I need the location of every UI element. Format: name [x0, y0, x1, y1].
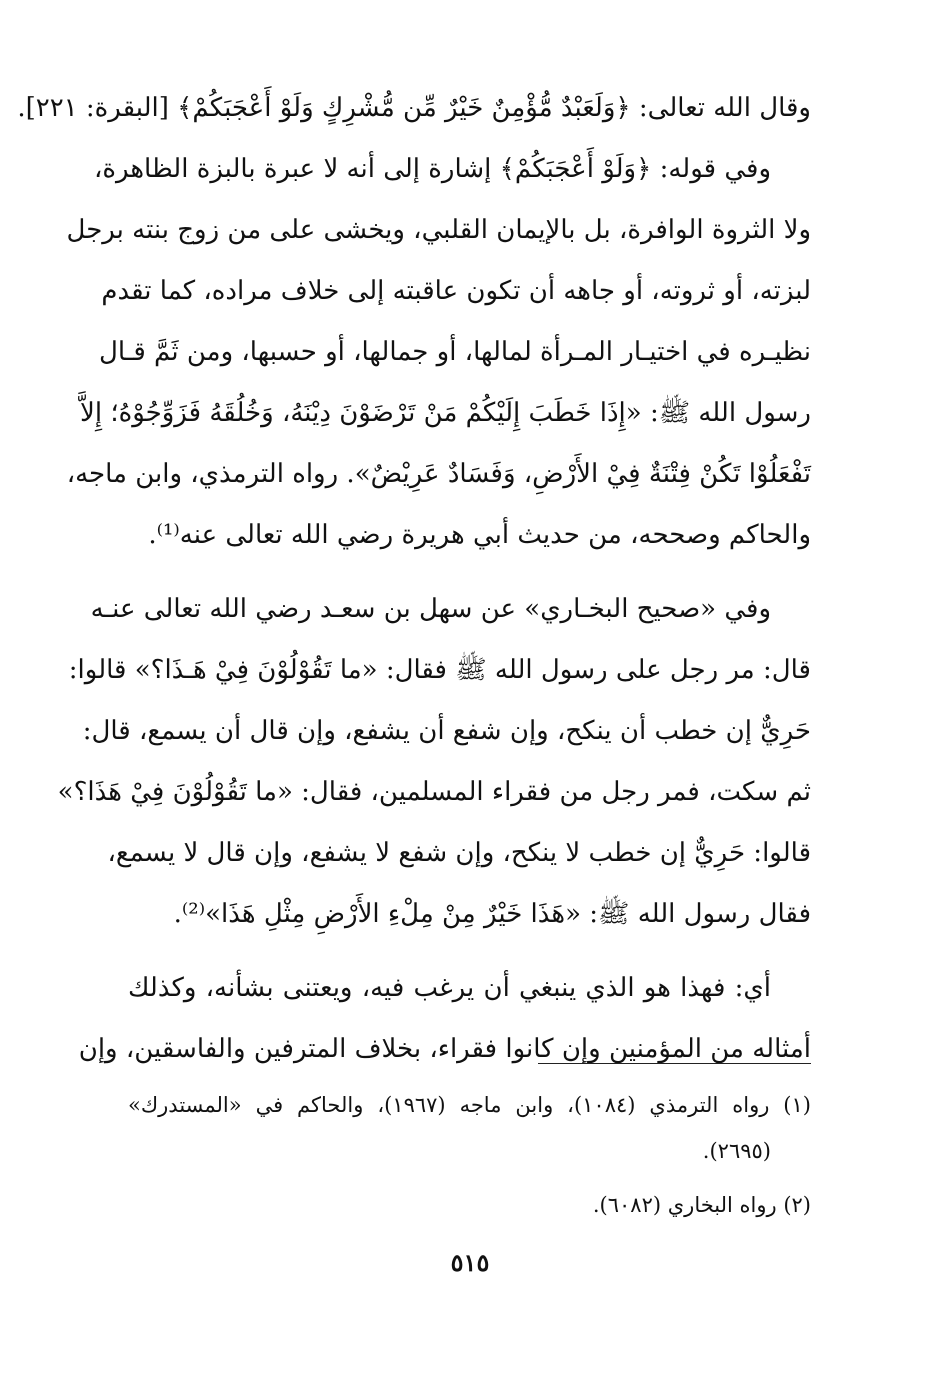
- footnote-line: (٢) رواه البخاري (٦٠٨٢).: [592, 1193, 811, 1217]
- footnote-separator: [538, 1063, 811, 1064]
- text-line: أمثاله من المؤمنين وإن كانوا فقراء، بخلاف المترفين والفاسقين، وإن: [78, 1034, 811, 1064]
- text-line: والحاكم وصححه، من حديث أبي هريرة رضي الله تعالى عنه⁽¹⁾.: [148, 520, 811, 550]
- text-line: أي: فهذا هو الذي ينبغي أن يرغب فيه، ويعتنى بشأنه، وكذلك: [128, 973, 771, 1003]
- text-line: رسول الله ﷺ: «إِذَا خَطَبَ إِلَيْكُمْ مَنْ تَرْضَوْنَ دِيْنَهُ، وَخُلُقَهُ فَزَوِّجُوْهُ؛ إِلاَّ: [80, 398, 811, 428]
- text-line: قال: مر رجل على رسول الله ﷺ فقال: «ما تَقُوْلُوْنَ فِيْ هَـذَا؟» قالوا:: [68, 655, 811, 685]
- main-text: [17, 78, 811, 1080]
- text-line: نظيـره في اختيـار المـرأة لمالها، أو جمالها، أو حسبها، ومن ثَمَّ قـال: [98, 337, 811, 367]
- footnote-gap: [128, 1174, 811, 1182]
- text-line: قالوا: حَرِيٌّ إن خطب لا ينكح، وإن شفع لا يشفع، وإن قال لا يسمع،: [107, 838, 811, 868]
- footnotes: [128, 1082, 811, 1228]
- text-line: فقال رسول الله ﷺ: «هَذَا خَيْرٌ مِنْ مِلْءِ الأَرْضِ مِثْلِ هَذَا»⁽²⁾.: [173, 899, 811, 929]
- text-line: ثم سكت، فمر رجل من فقراء المسلمين، فقال: «ما تَقُوْلُوْنَ فِيْ هَذَا؟»: [57, 777, 811, 807]
- footnote-line: (١) رواه الترمذي (١٠٨٤)، وابن ماجه (١٩٦٧)، والحاكم في «المستدرك»: [128, 1093, 811, 1117]
- text-line: حَرِيٌّ إن خطب أن ينكح، وإن شفع أن يشفع، وإن قال أن يسمع، قال:: [82, 716, 811, 746]
- paragraph-gap: [128, 945, 811, 958]
- text-line: لبزته، أو ثروته، أو جاهه أن تكون عاقبته إلى خلاف مراده، كما تقدم: [101, 276, 811, 306]
- paragraph-gap: [128, 566, 811, 579]
- text-line: وفي «صحيح البخـاري» عن سهل بن سعـد رضي الله تعالى عنـه: [90, 594, 771, 624]
- text-line: تَفْعَلُوْا تَكُنْ فِتْنَةٌ فِيْ الأَرْضِ، وَفَسَادٌ عَرِيْضٌ». رواه الترمذي، وابن ماجه،: [66, 459, 811, 489]
- page-number: ٥١٥: [450, 1248, 490, 1277]
- footnote-line: (٢٦٩٥).: [702, 1139, 771, 1163]
- text-line: وفي قوله: ﴿وَلَوْ أَعْجَبَكُمْ﴾ إشارة إلى أنه لا عبرة بالبزة الظاهرة،: [93, 154, 771, 184]
- text-line: ولا الثروة الوافرة، بل بالإيمان القلبي، ويخشى على من زوج بنته برجل: [66, 215, 811, 245]
- text-line: وقال الله تعالى: ﴿وَلَعَبْدٌ مُّؤْمِنٌ خَيْرٌ مِّن مُّشْرِكٍ وَلَوْ أَعْجَبَكُمْ﴾ [البقرة: ٢٢١].: [17, 93, 811, 123]
